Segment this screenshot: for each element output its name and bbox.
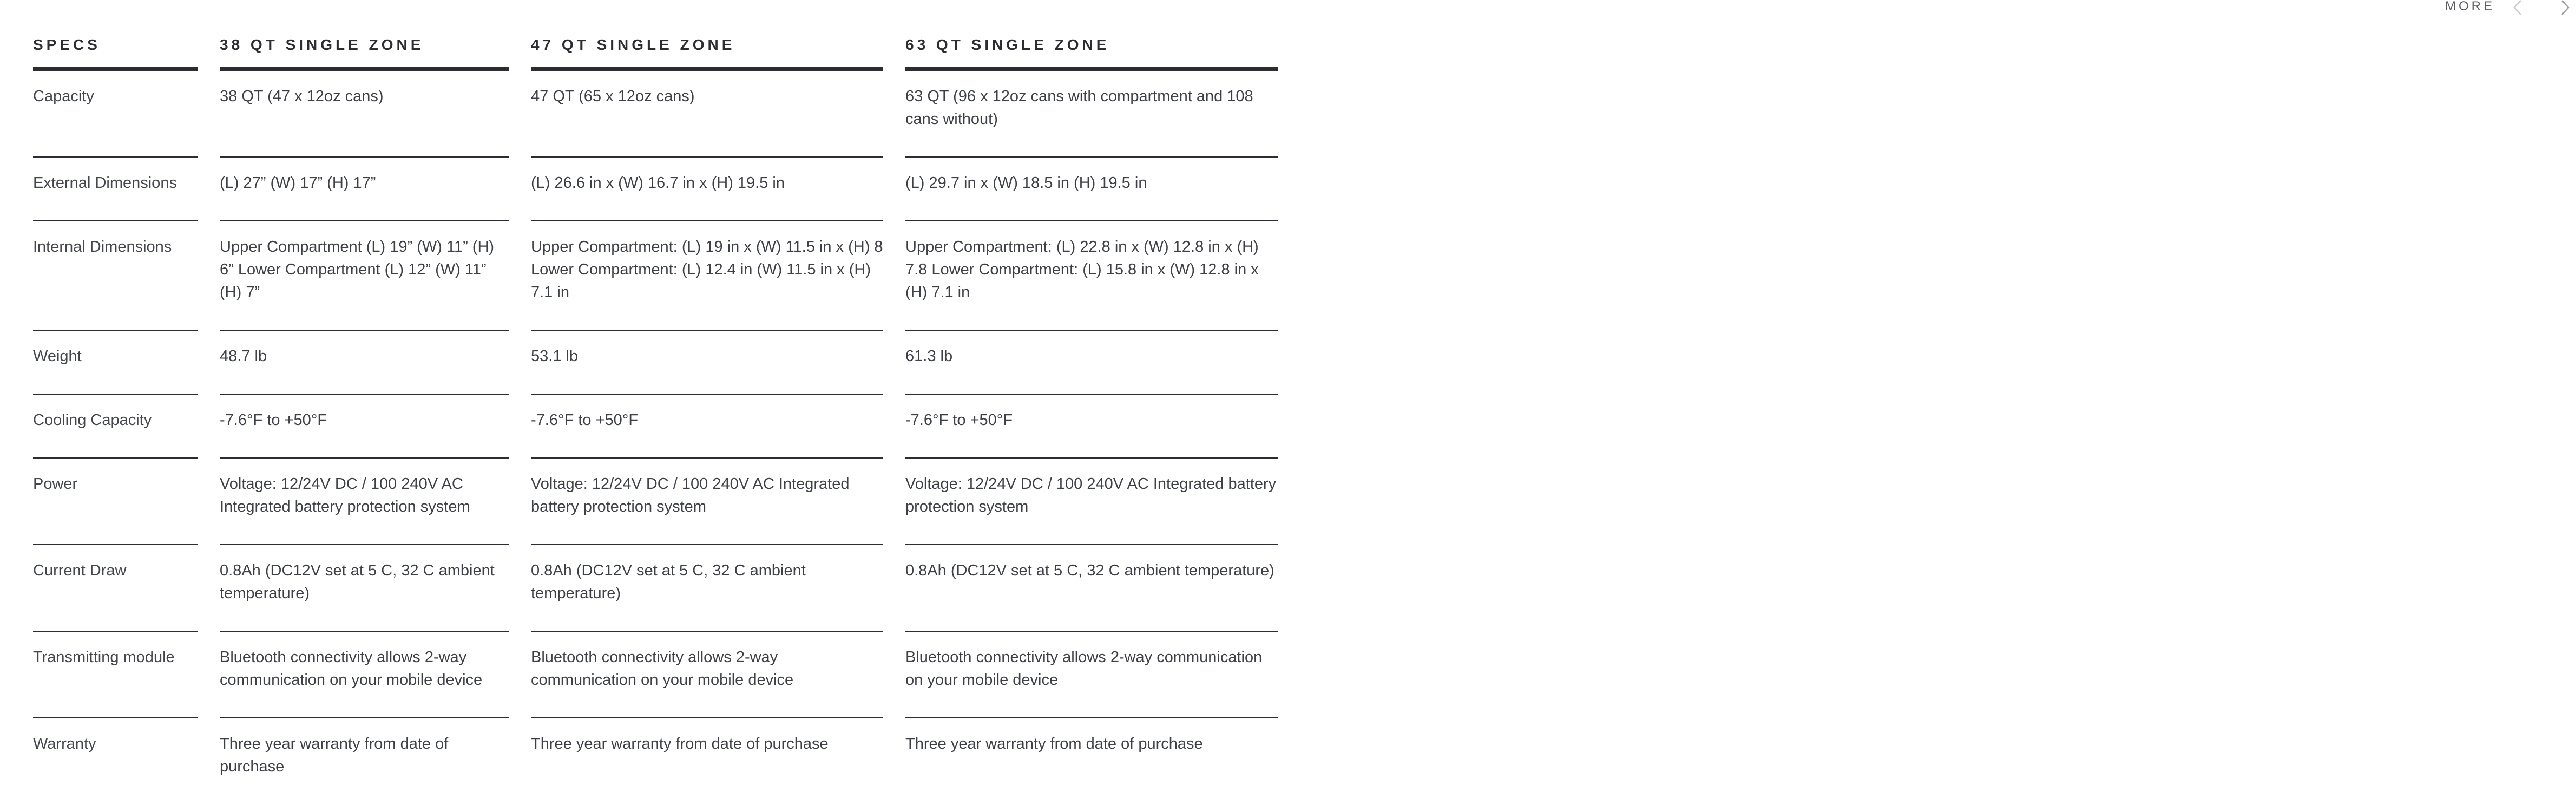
table-cell: Three year warranty from date of purchase — [531, 735, 829, 753]
table-cell: Voltage: 12/24V DC / 100 240V AC Integrated battery protection system — [905, 459, 1278, 545]
table-cell: -7.6°F to +50°F — [531, 395, 883, 459]
column-header-specs: SPECS — [33, 32, 198, 71]
table-cell: (L) 29.7 in x (W) 18.5 in (H) 19.5 in — [905, 158, 1278, 221]
table-row-cooling-capacity — [33, 395, 1278, 459]
more-label: MORE — [2445, 0, 2495, 14]
table-row-capacity — [33, 71, 1278, 158]
table-cell: 61.3 lb — [905, 331, 1278, 395]
table-cell: (L) 26.6 in x (W) 16.7 in x (H) 19.5 in — [531, 158, 883, 221]
table-row-transmitting-module — [33, 632, 1278, 718]
row-label: External Dimensions — [33, 158, 198, 221]
row-label: Capacity — [33, 71, 198, 158]
row-label: Power — [33, 459, 198, 545]
table-cell: 48.7 lb — [220, 331, 509, 395]
specs-table — [33, 32, 1278, 783]
table-cell: 38 QT (47 x 12oz cans) — [220, 71, 509, 158]
chevron-right-icon[interactable] — [2554, 0, 2576, 18]
table-cell: 0.8Ah (DC12V set at 5 C, 32 C ambient temperature) — [531, 545, 883, 632]
row-label: Cooling Capacity — [33, 395, 198, 459]
table-cell: Upper Compartment: (L) 19 in x (W) 11.5 in x (H) 8 Lower Compartment: (L) 12.4 in (W) 11.5 in x (H) 7.1 in — [531, 221, 883, 331]
table-cell: 0.8Ah (DC12V set at 5 C, 32 C ambient temperature) — [220, 545, 509, 632]
row-label: Transmitting module — [33, 632, 198, 718]
table-cell: 63 QT (96 x 12oz cans with compartment and 108 cans without) — [905, 71, 1278, 158]
table-cell: Three year warranty from date of purchase — [905, 735, 1203, 753]
column-header-63qt: 63 QT SINGLE ZONE — [905, 32, 1278, 71]
table-cell: Voltage: 12/24V DC / 100 240V AC Integrated battery protection system — [531, 459, 883, 545]
table-cell: 0.8Ah (DC12V set at 5 C, 32 C ambient temperature) — [905, 545, 1278, 632]
table-cell: -7.6°F to +50°F — [220, 395, 509, 459]
row-label: Internal Dimensions — [33, 221, 198, 331]
chevron-left-icon[interactable] — [2507, 0, 2528, 18]
table-cell: Upper Compartment: (L) 22.8 in x (W) 12.8 in x (H) 7.8 Lower Compartment: (L) 15.8 in x (W) 12.8 in x (H) 7.1 in — [905, 221, 1278, 331]
row-label: Current Draw — [33, 545, 198, 632]
table-row-external-dimensions — [33, 158, 1278, 221]
table-cell: 53.1 lb — [531, 331, 883, 395]
table-cell: Three year warranty from date of purchase — [220, 735, 449, 775]
table-cell: 47 QT (65 x 12oz cans) — [531, 71, 883, 158]
table-row-warranty — [33, 718, 1278, 783]
row-label: Weight — [33, 331, 198, 395]
table-cell: Bluetooth connectivity allows 2-way communication on your mobile device — [905, 632, 1278, 718]
table-cell: Bluetooth connectivity allows 2-way communication on your mobile device — [220, 632, 509, 718]
table-row-weight — [33, 331, 1278, 395]
table-row-internal-dimensions — [33, 221, 1278, 331]
table-row-current-draw — [33, 545, 1278, 632]
column-header-38qt: 38 QT SINGLE ZONE — [220, 32, 509, 71]
table-cell: (L) 27” (W) 17” (H) 17” — [220, 158, 509, 221]
table-cell: Bluetooth connectivity allows 2-way communication on your mobile device — [531, 632, 883, 718]
table-header-row — [33, 32, 1278, 71]
table-cell: -7.6°F to +50°F — [905, 395, 1278, 459]
table-row-power — [33, 459, 1278, 545]
table-cell: Upper Compartment (L) 19” (W) 11” (H) 6” Lower Compartment (L) 12” (W) 11” (H) 7” — [220, 221, 509, 331]
table-cell: Voltage: 12/24V DC / 100 240V AC Integrated battery protection system — [220, 459, 509, 545]
column-header-47qt: 47 QT SINGLE ZONE — [531, 32, 883, 71]
row-label: Warranty — [33, 735, 96, 753]
